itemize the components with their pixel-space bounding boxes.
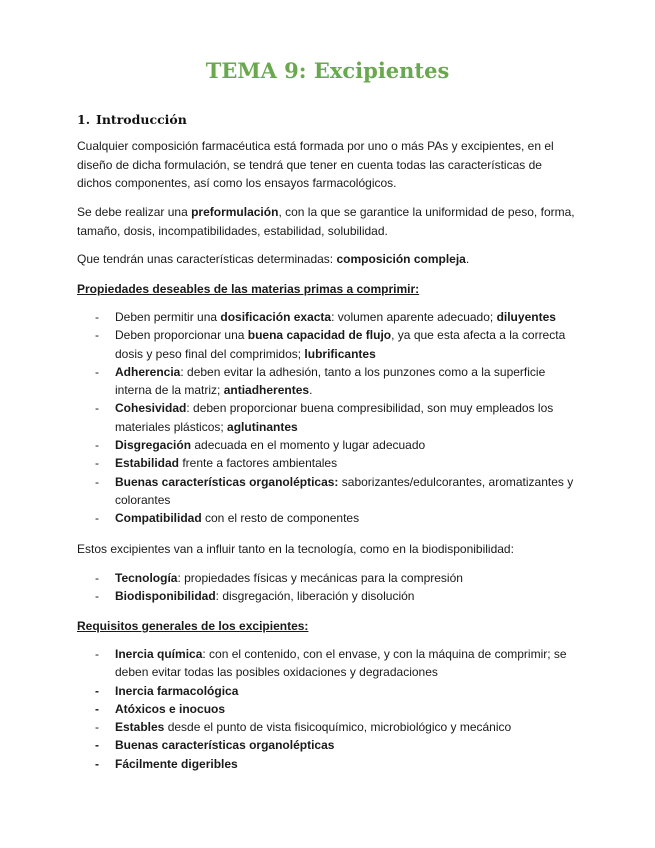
dash-bullet: - (95, 738, 99, 753)
influence-paragraph: Estos excipientes van a influir tanto en la tecnología, como en la biodisponibilidad: (77, 542, 514, 556)
term-composicion-compleja: composición compleja (336, 252, 466, 266)
list-item: - Buenas características organolépticas (115, 736, 585, 754)
dash-bullet: - (95, 647, 99, 661)
requirements-list (95, 645, 585, 773)
section-number: 1. (77, 112, 91, 127)
dash-bullet: - (95, 571, 99, 585)
section-heading-text: Introducción (96, 112, 187, 127)
list-item: - Cohesividad: deben proporcionar buena compresibilidad, son muy empleados los materiales plásticos; aglutinantes (95, 401, 554, 434)
dash-bullet: - (95, 438, 99, 453)
list-item: - Inercia farmacológica (115, 682, 585, 700)
dash-bullet: - (95, 756, 99, 771)
list-item: - Adherencia: deben evitar la adhesión, tanto a los punzones como a la superficie interna de la matriz; antiadherentes. (95, 364, 546, 398)
list-item: - Deben proporcionar una buena capacidad de flujo, ya que esta afecta a la correcta dosis y peso final del comprimidos; lubrificantes (95, 328, 566, 361)
dash-bullet: - (95, 456, 99, 471)
list-item: - Disgregación adecuada en el momento y lugar adecuado (115, 436, 585, 454)
dash-bullet: - (95, 701, 99, 716)
dash-bullet: - (95, 328, 99, 343)
page-title: TEMA 9: Excipientes (205, 58, 450, 83)
dash-bullet: - (95, 511, 99, 526)
dash-bullet: - (95, 720, 99, 735)
list-item: - Fácilmente digeribles (115, 755, 585, 773)
list-item: - Estables desde el punto de vista fisicoquímico, microbiológico y mecánico (115, 718, 585, 736)
intro-paragraph (77, 137, 577, 193)
list-item: - Estabilidad frente a factores ambientales (115, 454, 585, 472)
subheading-propiedades: Propiedades deseables de las materias primas a comprimir: (77, 282, 420, 296)
list-item: - Biodisponibilidad: disgregación, liberación y disolución (115, 587, 585, 605)
dash-bullet: - (95, 401, 99, 416)
dash-bullet: - (95, 364, 99, 379)
list-item: - Compatibilidad con el resto de componentes (115, 509, 585, 527)
dash-bullet: - (95, 683, 99, 698)
list-item: - Tecnología: propiedades físicas y mecánicas para la compresión (115, 569, 585, 587)
term-preformulacion: preformulación (191, 205, 279, 219)
list-item: - Atóxicos e inocuos (115, 700, 585, 718)
paragraph-composition: Cualquier composición farmacéutica está formada por uno o más PAs y excipientes, en el diseño de dicha formulación, se tendrá que tener en cuenta todas las características de dichos componentes, así como los ensayos farmacológicos. (77, 139, 554, 190)
dash-bullet: - (95, 310, 99, 324)
preformulation-paragraph: Se debe realizar una preformulación, con la que se garantice la uniformidad de peso, forma, tamaño, dosis, incompatibilidades, estabilidad, solubilidad. (77, 205, 575, 238)
list-item: - Buenas características organolépticas: saborizantes/edulcorantes, aromatizantes y colorantes (95, 474, 574, 507)
dash-bullet: - (95, 589, 99, 604)
properties-list (95, 308, 585, 528)
composition-paragraph: Que tendrán unas características determinadas: composición compleja. (77, 252, 470, 266)
section-heading-introduccion (77, 112, 187, 127)
list-item: - Inercia química: con el contenido, con el envase, y con la máquina de comprimir; se deben evitar todas las posibles oxidaciones y degradaciones (95, 647, 567, 680)
influence-list (95, 569, 585, 606)
dash-bullet: - (95, 474, 99, 489)
subheading-requisitos: Requisitos generales de los excipientes: (77, 619, 309, 633)
list-item: - Deben permitir una dosificación exacta: volumen aparente adecuado; diluyentes (115, 308, 585, 326)
